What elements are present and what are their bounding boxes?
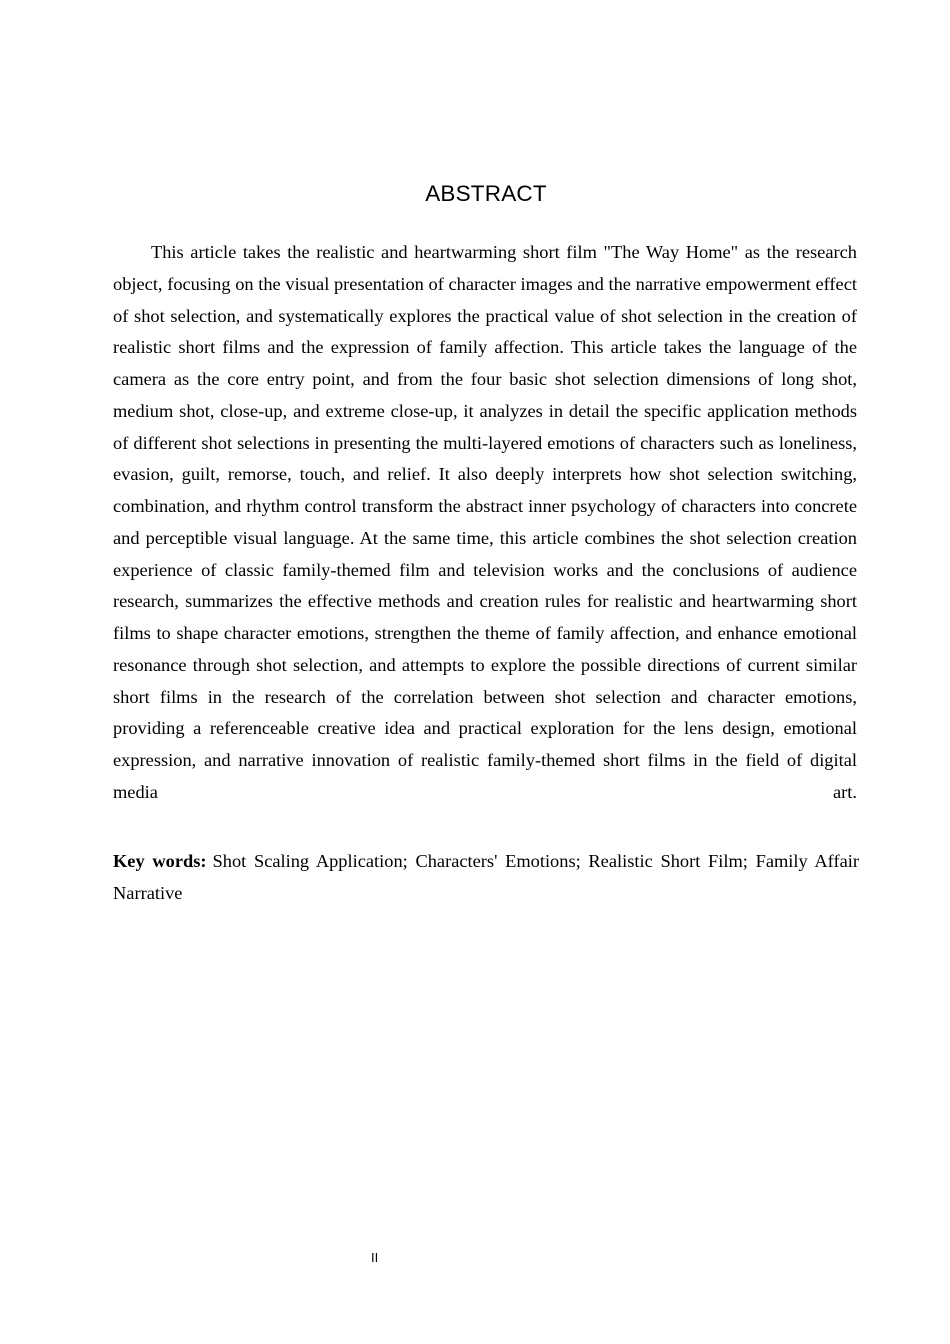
abstract-heading: ABSTRACT [425,181,547,206]
keywords-label: Key words: [113,851,207,871]
abstract-body-paragraph: This article takes the realistic and heartwarming short film "The Way Home" as the research object, focusing on the visual presentation of character images and the narrative empowerment effect of shot selection, and systematically explores the practical value of shot selection in the creation of realistic short films and the expression of family affection. This article takes the language of the camera as the core entry point, and from the four basic shot selection dimensions of long shot, medium shot, close-up, and extreme close-up, it analyzes in detail the specific application methods of different shot selections in presenting the multi-layered emotions of characters such as loneliness, evasion, guilt, remorse, touch, and relief. It also deeply interprets how shot selection switching, combination, and rhythm control transform the abstract inner psychology of characters into concrete and perceptible visual language. At the same time, this article combines the shot selection creation experience of classic family-themed film and television works and the conclusions of audience research, summarizes the effective methods and creation rules for realistic and heartwarming short films to shape character emotions, strengthen the theme of family affection, and enhance emotional resonance through shot selection, and attempts to explore the possible directions of current similar short films in the research of the correlation between shot selection and character emotions, providing a referenceable creative idea and practical exploration for the lens design, emotional expression, and narrative innovation of realistic family-themed short films in the field of digital media art. [113,242,857,802]
keywords-line [113,846,859,910]
page-number: II [371,1250,379,1265]
keywords-text: Shot Scaling Application; Characters' Emotions; Realistic Short Film; Family Affair Narrative [113,851,859,903]
